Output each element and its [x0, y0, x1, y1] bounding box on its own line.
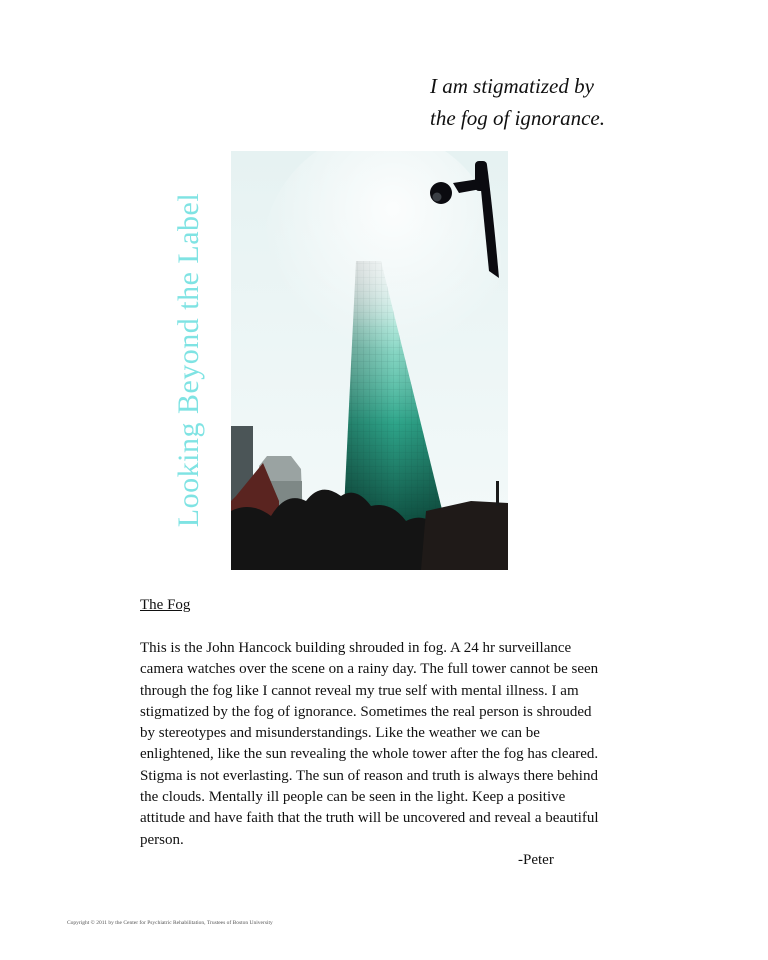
building-right — [421, 501, 508, 570]
body-line: stigmatized by the fog of ignorance. Sometimes the real person is shrouded — [140, 703, 592, 720]
pull-quote-line-1: I am stigmatized by — [430, 74, 594, 98]
copyright-notice: Copyright © 2011 by the Center for Psychiatric Rehabilitation, Trustees of Boston University — [67, 920, 273, 926]
pull-quote-line-2: the fog of ignorance. — [430, 106, 605, 130]
body-line: the clouds. Mentally ill people can be seen in the light. Keep a positive — [140, 789, 566, 806]
pull-quote — [430, 70, 750, 134]
body-paragraph — [140, 638, 645, 851]
body-line: camera watches over the scene on a rainy day. The full tower cannot be seen — [140, 661, 599, 678]
signature: -Peter — [518, 852, 554, 868]
body-line: through the fog like I cannot reveal my true self with mental illness. I am — [140, 682, 579, 699]
tower-photo-illustration — [231, 151, 508, 570]
body-line: by stereotypes and misunderstandings. Like the weather we can be — [140, 725, 540, 742]
body-line: enlightened, like the sun revealing the whole tower after the fog has cleared. — [140, 746, 599, 763]
body-line: person. — [140, 831, 184, 848]
body-line: Stigma is not everlasting. The sun of reason and truth is always there behind — [140, 767, 598, 784]
vertical-title: Looking Beyond the Label — [172, 192, 205, 528]
camera-icon — [430, 182, 452, 204]
section-title: The Fog — [140, 597, 191, 613]
body-line: attitude and have faith that the truth will be uncovered and reveal a beautiful — [140, 810, 599, 827]
body-line: This is the John Hancock building shrouded in fog. A 24 hr surveillance — [140, 640, 572, 656]
tower-photo — [231, 151, 508, 570]
